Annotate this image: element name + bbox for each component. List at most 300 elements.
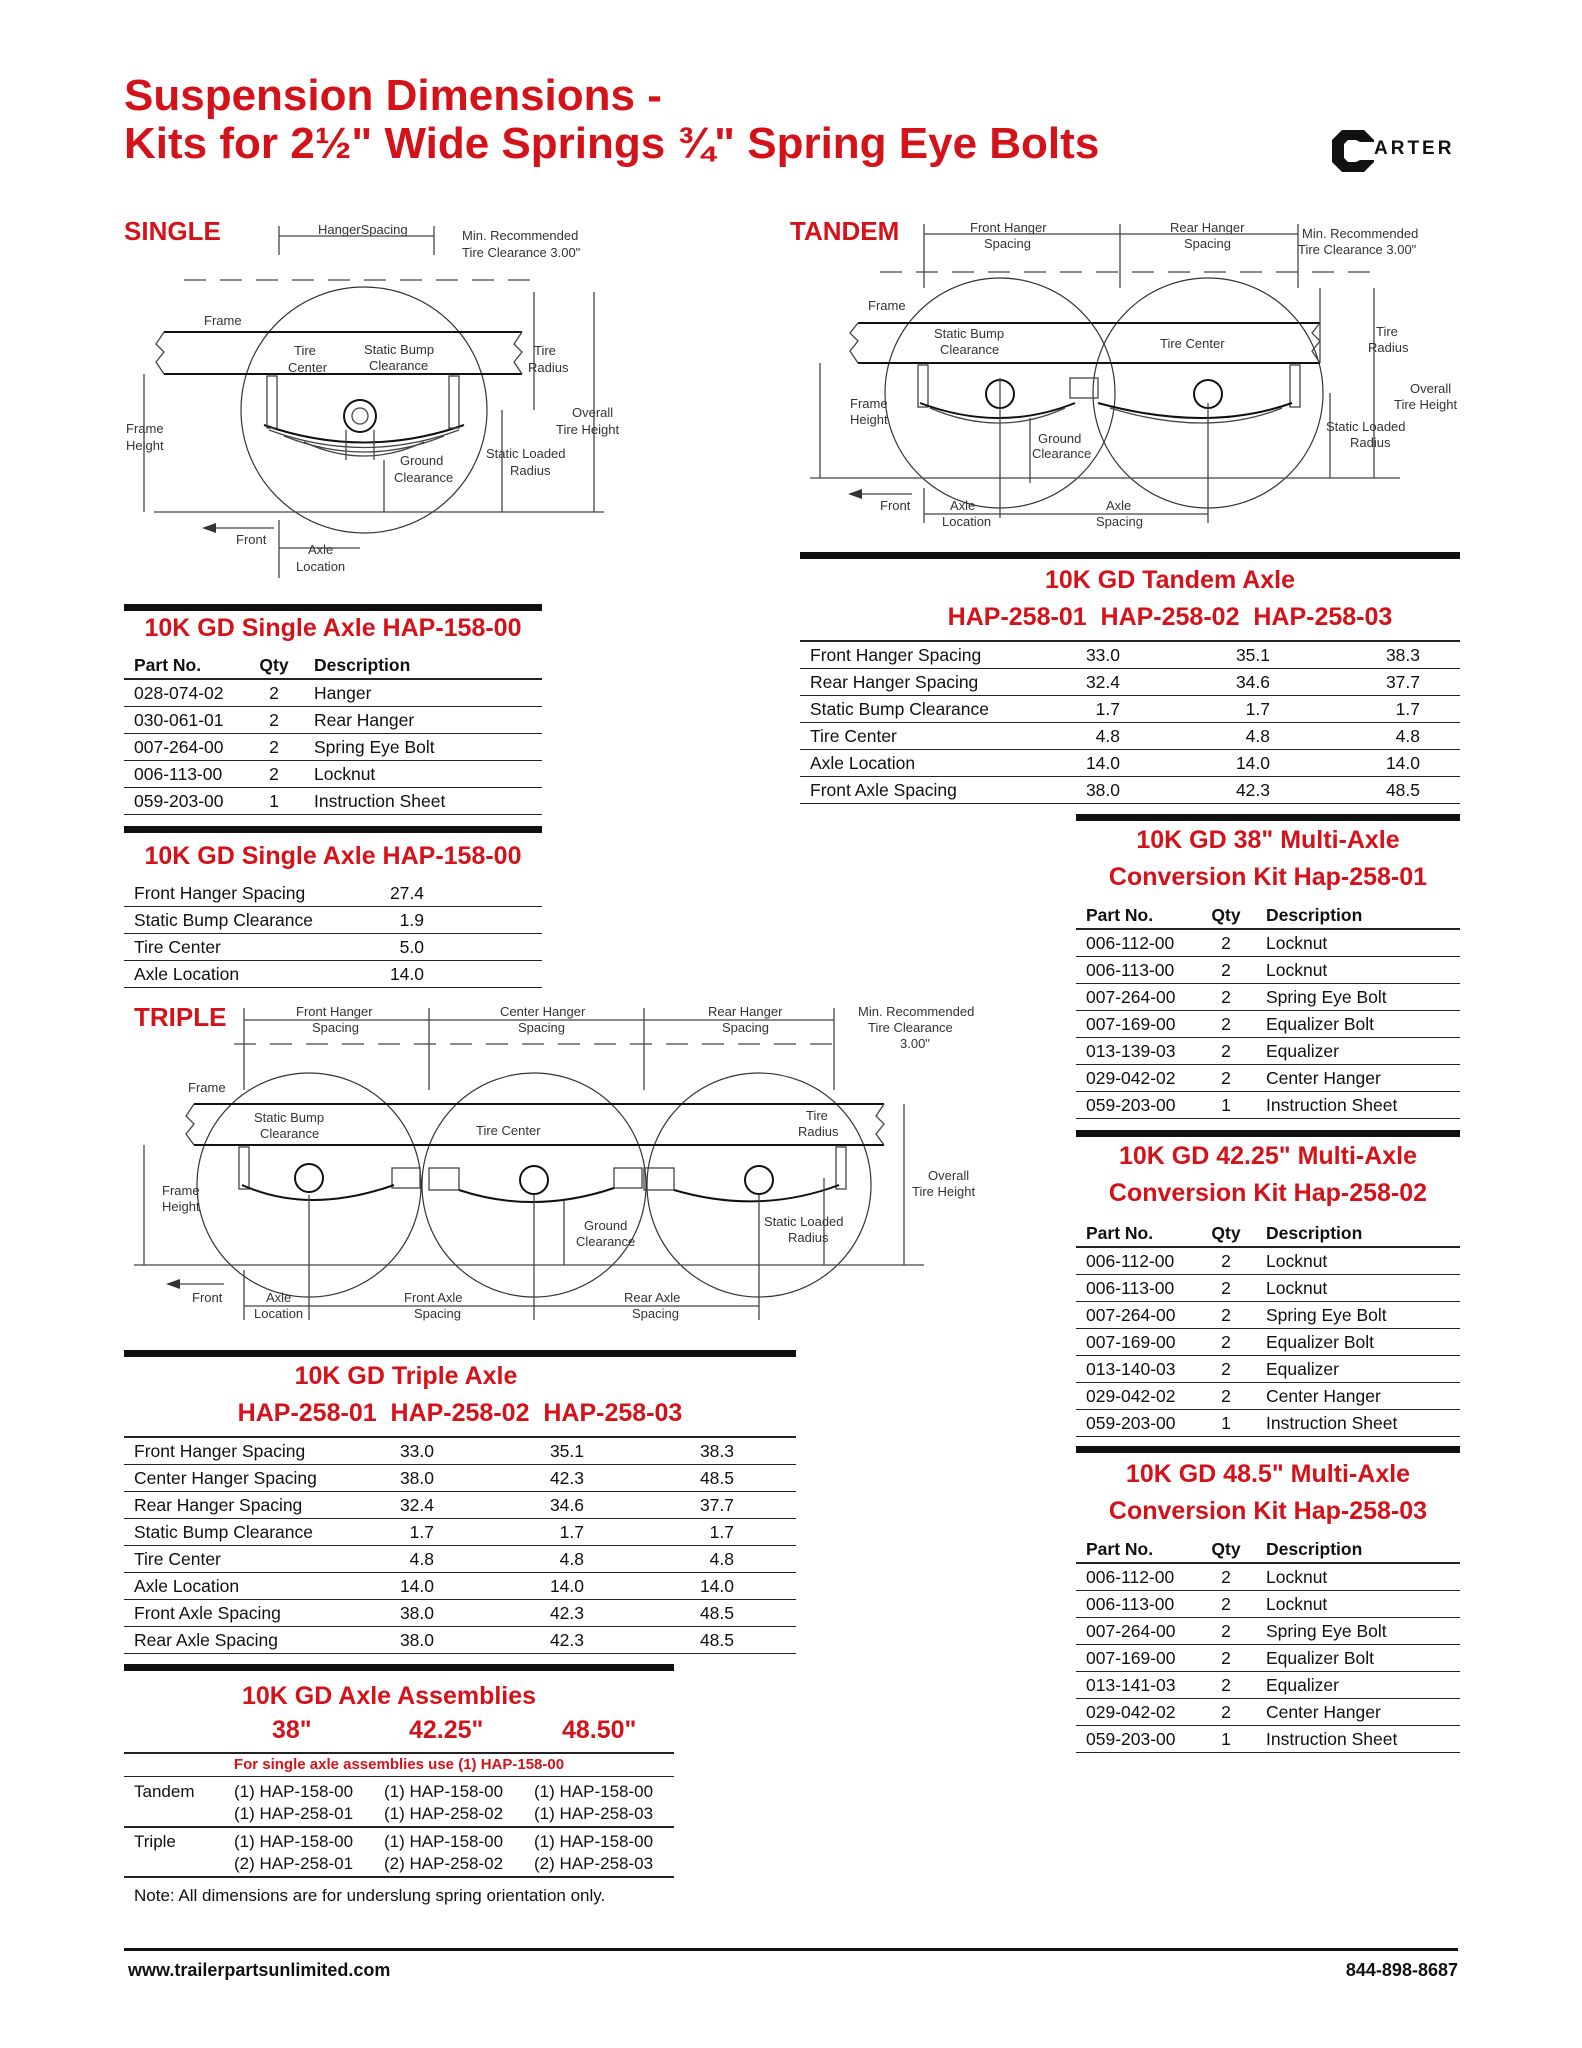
table-cell: Equalizer Bolt bbox=[1256, 1011, 1460, 1038]
table-cell: 2 bbox=[1196, 1011, 1256, 1038]
table-cell: Center Hanger bbox=[1256, 1065, 1460, 1092]
single-axle-diagram bbox=[124, 220, 624, 580]
single-dims-table bbox=[124, 880, 542, 988]
table-cell: 2 bbox=[1196, 1302, 1256, 1329]
triple-frame-label: Frame bbox=[188, 1080, 226, 1095]
table-row bbox=[124, 679, 542, 707]
tandem-section-label: TANDEM bbox=[790, 216, 900, 246]
table-cell: Rear Hanger bbox=[304, 707, 542, 734]
table-cell: 14.0 bbox=[344, 961, 424, 988]
table-cell: 4.8 bbox=[1120, 723, 1270, 750]
footer-divider bbox=[124, 1948, 1458, 1951]
table-cell: 2 bbox=[1196, 1275, 1256, 1302]
kit3-title-1: 10K GD 48.5" Multi-Axle bbox=[1125, 1460, 1411, 1488]
assemblies-sizes bbox=[124, 1716, 674, 1752]
table-cell: 013-140-03 bbox=[1076, 1356, 1196, 1383]
table-cell: 059-203-00 bbox=[1076, 1092, 1196, 1119]
header-row bbox=[1076, 902, 1460, 929]
table-cell: Instruction Sheet bbox=[1256, 1410, 1460, 1437]
table-cell: 007-169-00 bbox=[1076, 1329, 1196, 1356]
tandem-overall-2: Tire Height bbox=[1394, 397, 1458, 412]
col-header: Qty bbox=[1196, 902, 1256, 929]
assembly-cell: (1) HAP-158-00 bbox=[384, 1832, 504, 1851]
triple-front-axle-2: Spacing bbox=[414, 1306, 461, 1321]
title-line-2: Kits for 2½" Wide Springs ¾" Spring Eye Bolts bbox=[124, 119, 1100, 168]
table-cell: 006-113-00 bbox=[1076, 1275, 1196, 1302]
tandem-ground-2: Clearance bbox=[1032, 446, 1092, 461]
table-row bbox=[124, 761, 542, 788]
table-cell bbox=[424, 961, 542, 988]
table-row bbox=[124, 1627, 796, 1654]
table-cell: Static Bump Clearance bbox=[800, 696, 1020, 723]
table-cell: Equalizer bbox=[1256, 1356, 1460, 1383]
table-row bbox=[1076, 1038, 1460, 1065]
single-tire-radius-1: Tire bbox=[534, 343, 556, 358]
table-row bbox=[124, 934, 542, 961]
table-cell: Axle Location bbox=[800, 750, 1020, 777]
table-cell: 35.1 bbox=[1120, 641, 1270, 669]
assembly-cell: (2) HAP-258-02 bbox=[384, 1854, 504, 1873]
divider bbox=[1076, 814, 1460, 821]
table-cell: 2 bbox=[1196, 984, 1256, 1011]
table-cell: Locknut bbox=[1256, 1275, 1460, 1302]
table-row bbox=[1076, 1275, 1460, 1302]
tandem-min-clearance-2: Tire Clearance 3.00" bbox=[1298, 242, 1417, 257]
table-cell: Equalizer Bolt bbox=[1256, 1645, 1460, 1672]
table-cell: Front Hanger Spacing bbox=[124, 1437, 324, 1465]
header-row bbox=[124, 652, 542, 679]
tandem-min-clearance-1: Min. Recommended bbox=[1302, 226, 1419, 241]
triple-static-loaded-1: Static Loaded bbox=[764, 1214, 844, 1229]
table-cell: 1.7 bbox=[434, 1519, 584, 1546]
tandem-ground-1: Ground bbox=[1038, 431, 1082, 446]
table-row bbox=[1076, 1092, 1460, 1119]
divider bbox=[124, 1826, 674, 1828]
table-cell: 2 bbox=[1196, 1645, 1256, 1672]
single-ground-1: Ground bbox=[400, 453, 444, 468]
table-cell: 2 bbox=[244, 707, 304, 734]
table-cell: 1 bbox=[1196, 1410, 1256, 1437]
triple-section-label: TRIPLE bbox=[134, 1002, 227, 1032]
table-cell: 42.3 bbox=[1120, 777, 1270, 804]
table-cell: Instruction Sheet bbox=[1256, 1726, 1460, 1753]
table-cell: 007-264-00 bbox=[1076, 1302, 1196, 1329]
size-42: 42.25" bbox=[409, 1716, 484, 1744]
table-cell: 48.5 bbox=[584, 1600, 734, 1627]
table-cell: 1.7 bbox=[1270, 696, 1420, 723]
kit2-title-1: 10K GD 42.25" Multi-Axle bbox=[1118, 1142, 1418, 1170]
table-cell: 34.6 bbox=[1120, 669, 1270, 696]
table-cell: Locknut bbox=[304, 761, 542, 788]
table-cell: Locknut bbox=[1256, 1563, 1460, 1591]
table-cell: 2 bbox=[244, 734, 304, 761]
single-tire-label-1: Tire bbox=[294, 343, 316, 358]
table-row bbox=[1076, 1672, 1460, 1699]
table-cell bbox=[1420, 750, 1460, 777]
table-cell: 5.0 bbox=[344, 934, 424, 961]
triple-axle-loc-2: Location bbox=[254, 1306, 304, 1321]
table-cell: 006-113-00 bbox=[1076, 1591, 1196, 1618]
table-cell: 029-042-02 bbox=[1076, 1699, 1196, 1726]
single-hanger-spacing-label: HangerSpacing bbox=[318, 222, 408, 237]
table-cell: Locknut bbox=[1256, 957, 1460, 984]
triple-rear-hanger-2: Spacing bbox=[722, 1020, 769, 1035]
table-cell: 38.0 bbox=[324, 1600, 434, 1627]
triple-front-hanger-1: Front Hanger bbox=[296, 1004, 373, 1019]
single-min-clearance-2: Tire Clearance 3.00" bbox=[462, 245, 581, 260]
table-cell: 2 bbox=[1196, 1356, 1256, 1383]
table-row bbox=[800, 777, 1460, 804]
single-static-bump-1: Static Bump bbox=[364, 342, 435, 357]
table-cell: 1 bbox=[244, 788, 304, 815]
table-row bbox=[124, 1437, 796, 1465]
logo-text: ARTER bbox=[1374, 138, 1455, 159]
table-cell: 42.3 bbox=[434, 1465, 584, 1492]
table-row bbox=[800, 696, 1460, 723]
table-cell: 007-264-00 bbox=[124, 734, 244, 761]
col-header: Description bbox=[1256, 1220, 1460, 1247]
single-parts-table bbox=[124, 652, 542, 815]
kit2-title-2: Conversion Kit Hap-258-02 bbox=[1108, 1179, 1428, 1207]
triple-tire-center: Tire Center bbox=[476, 1123, 541, 1138]
triple-rear-hanger-1: Rear Hanger bbox=[708, 1004, 783, 1019]
kit1-title-1: 10K GD 38" Multi-Axle bbox=[1136, 826, 1400, 854]
tandem-front-hanger-2: Spacing bbox=[984, 236, 1031, 251]
table-cell: 42.3 bbox=[434, 1627, 584, 1654]
table-row bbox=[124, 1546, 796, 1573]
table-cell: 028-074-02 bbox=[124, 679, 244, 707]
table-cell: 37.7 bbox=[584, 1492, 734, 1519]
table-cell: 007-264-00 bbox=[1076, 1618, 1196, 1645]
triple-static-bump-2: Clearance bbox=[260, 1126, 320, 1141]
tandem-static-bump-2: Clearance bbox=[940, 342, 1000, 357]
table-cell: 1.7 bbox=[324, 1519, 434, 1546]
table-cell: 1.7 bbox=[584, 1519, 734, 1546]
assembly-cell: (1) HAP-158-00 bbox=[534, 1832, 654, 1851]
table-cell: Locknut bbox=[1256, 929, 1460, 957]
table-row bbox=[1076, 957, 1460, 984]
tandem-frame-label: Frame bbox=[868, 298, 906, 313]
single-dims-title: 10K GD Single Axle HAP-158-00 bbox=[144, 842, 522, 870]
col-header: Qty bbox=[1196, 1536, 1256, 1563]
table-cell bbox=[734, 1465, 796, 1492]
single-frame-height-2: Height bbox=[126, 438, 164, 453]
table-cell: Front Axle Spacing bbox=[800, 777, 1020, 804]
triple-min-clearance-3: 3.00" bbox=[900, 1036, 930, 1051]
table-cell: Spring Eye Bolt bbox=[1256, 1302, 1460, 1329]
table-cell: 006-113-00 bbox=[124, 761, 244, 788]
table-cell: 38.3 bbox=[584, 1437, 734, 1465]
table-cell: 1.7 bbox=[1120, 696, 1270, 723]
single-frame-height-1: Frame bbox=[126, 421, 164, 436]
divider bbox=[124, 826, 542, 833]
table-cell: Equalizer bbox=[1256, 1038, 1460, 1065]
table-cell: 007-264-00 bbox=[1076, 984, 1196, 1011]
triple-front-label: Front bbox=[192, 1290, 223, 1305]
table-cell: 006-112-00 bbox=[1076, 1247, 1196, 1275]
single-overall-1: Overall bbox=[572, 405, 614, 420]
col-header: Part No. bbox=[1076, 1220, 1196, 1247]
tandem-axle-diagram bbox=[800, 218, 1460, 538]
table-row bbox=[124, 1573, 796, 1600]
table-cell: Locknut bbox=[1256, 1247, 1460, 1275]
table-row bbox=[1076, 1356, 1460, 1383]
table-cell bbox=[734, 1437, 796, 1465]
carter-logo-icon bbox=[1330, 128, 1376, 174]
table-cell: 2 bbox=[1196, 1038, 1256, 1065]
single-axle-loc-2: Location bbox=[296, 559, 346, 574]
table-cell: 38.3 bbox=[1270, 641, 1420, 669]
size-48: 48.50" bbox=[562, 1716, 637, 1744]
table-cell: 006-112-00 bbox=[1076, 929, 1196, 957]
triple-rear-axle-2: Spacing bbox=[632, 1306, 679, 1321]
triple-overall-2: Tire Height bbox=[912, 1184, 976, 1199]
kit2-title bbox=[1076, 1138, 1460, 1212]
table-cell: 2 bbox=[1196, 1329, 1256, 1356]
assembly-cell: (1) HAP-158-00 bbox=[384, 1782, 504, 1801]
table-cell: 2 bbox=[1196, 1563, 1256, 1591]
table-cell: 013-141-03 bbox=[1076, 1672, 1196, 1699]
kit1-title bbox=[1076, 822, 1460, 896]
assembly-cell: (2) HAP-258-01 bbox=[234, 1854, 354, 1873]
assembly-cell: (1) HAP-258-01 bbox=[234, 1804, 354, 1823]
table-row bbox=[124, 1492, 796, 1519]
table-cell: Axle Location bbox=[124, 1573, 324, 1600]
triple-tire-radius-1: Tire bbox=[806, 1108, 828, 1123]
table-row bbox=[800, 641, 1460, 669]
table-cell: 007-169-00 bbox=[1076, 1011, 1196, 1038]
table-row bbox=[124, 1519, 796, 1546]
kit2-table bbox=[1076, 1220, 1460, 1437]
table-row bbox=[1076, 1383, 1460, 1410]
single-tire-radius-2: Radius bbox=[528, 360, 569, 375]
tandem-rear-hanger-1: Rear Hanger bbox=[1170, 220, 1245, 235]
tandem-tire-radius-1: Tire bbox=[1376, 324, 1398, 339]
table-row bbox=[124, 880, 542, 907]
table-row bbox=[1076, 929, 1460, 957]
tandem-table-title bbox=[880, 562, 1460, 636]
single-front-label: Front bbox=[236, 532, 267, 547]
table-row bbox=[1076, 1726, 1460, 1753]
triple-table-title bbox=[124, 1358, 796, 1432]
table-row bbox=[1076, 1618, 1460, 1645]
table-cell bbox=[1420, 777, 1460, 804]
table-cell: 38.0 bbox=[1020, 777, 1120, 804]
table-cell bbox=[734, 1519, 796, 1546]
table-cell: 14.0 bbox=[1270, 750, 1420, 777]
triple-table-title-1: 10K GD Triple Axle bbox=[294, 1362, 518, 1390]
col-header: Part No. bbox=[1076, 902, 1196, 929]
table-cell: 2 bbox=[1196, 1247, 1256, 1275]
table-cell bbox=[734, 1573, 796, 1600]
table-row bbox=[124, 1465, 796, 1492]
table-cell: 4.8 bbox=[1020, 723, 1120, 750]
footer-phone[interactable]: 844-898-8687 bbox=[1345, 1960, 1458, 1980]
table-cell: Spring Eye Bolt bbox=[304, 734, 542, 761]
table-row bbox=[124, 707, 542, 734]
table-row bbox=[1076, 1591, 1460, 1618]
table-row bbox=[124, 734, 542, 761]
assembly-cell: (1) HAP-158-00 bbox=[234, 1782, 354, 1801]
carter-logo bbox=[1330, 128, 1460, 174]
table-cell: Spring Eye Bolt bbox=[1256, 1618, 1460, 1645]
triple-front-hanger-2: Spacing bbox=[312, 1020, 359, 1035]
size-38: 38" bbox=[272, 1716, 312, 1744]
tandem-overall-1: Overall bbox=[1410, 381, 1452, 396]
tandem-axle-loc-1: Axle bbox=[950, 498, 976, 513]
table-cell: 48.5 bbox=[584, 1627, 734, 1654]
header-row bbox=[1076, 1220, 1460, 1247]
table-cell: 030-061-01 bbox=[124, 707, 244, 734]
title-line-1: Suspension Dimensions - bbox=[124, 71, 662, 120]
table-cell: 14.0 bbox=[434, 1573, 584, 1600]
table-row bbox=[124, 907, 542, 934]
table-cell: 4.8 bbox=[584, 1546, 734, 1573]
table-cell: 2 bbox=[1196, 1618, 1256, 1645]
assembly-row-triple-label: Triple bbox=[134, 1832, 176, 1851]
table-cell: 2 bbox=[1196, 1591, 1256, 1618]
tandem-frame-height-1: Frame bbox=[850, 396, 888, 411]
col-header: Description bbox=[304, 652, 542, 679]
triple-static-bump-1: Static Bump bbox=[254, 1110, 325, 1125]
header-row bbox=[1076, 1536, 1460, 1563]
table-row bbox=[124, 788, 542, 815]
table-row bbox=[124, 1600, 796, 1627]
table-cell: Center Hanger bbox=[1256, 1383, 1460, 1410]
triple-min-clearance-2: Tire Clearance bbox=[868, 1020, 953, 1035]
table-cell: 35.1 bbox=[434, 1437, 584, 1465]
single-static-loaded-2: Radius bbox=[510, 463, 551, 478]
table-row bbox=[800, 750, 1460, 777]
col-header: Description bbox=[1256, 902, 1460, 929]
table-cell: 4.8 bbox=[324, 1546, 434, 1573]
table-cell: 1 bbox=[1196, 1726, 1256, 1753]
table-cell: 32.4 bbox=[324, 1492, 434, 1519]
divider bbox=[1076, 1130, 1460, 1137]
table-row bbox=[1076, 1410, 1460, 1437]
table-cell: 2 bbox=[244, 679, 304, 707]
table-cell: Center Hanger bbox=[1256, 1699, 1460, 1726]
table-cell bbox=[734, 1492, 796, 1519]
table-cell: 2 bbox=[1196, 929, 1256, 957]
triple-frame-height-2: Height bbox=[162, 1199, 200, 1214]
tandem-axle-spacing-2: Spacing bbox=[1096, 514, 1143, 529]
table-row bbox=[1076, 1302, 1460, 1329]
assembly-cell: (1) HAP-258-03 bbox=[534, 1804, 654, 1823]
tandem-tire-center: Tire Center bbox=[1160, 336, 1225, 351]
table-cell: 38.0 bbox=[324, 1465, 434, 1492]
single-static-loaded-1: Static Loaded bbox=[486, 446, 566, 461]
page-title bbox=[124, 72, 1099, 168]
kit1-table bbox=[1076, 902, 1460, 1119]
tandem-static-loaded-2: Radius bbox=[1350, 435, 1391, 450]
kit3-title-2: Conversion Kit Hap-258-03 bbox=[1108, 1497, 1428, 1525]
table-cell: 14.0 bbox=[584, 1573, 734, 1600]
assemblies-title: 10K GD Axle Assemblies bbox=[241, 1682, 537, 1710]
table-cell: 34.6 bbox=[434, 1492, 584, 1519]
single-frame-label: Frame bbox=[204, 313, 242, 328]
assembly-row-tandem-label: Tandem bbox=[134, 1782, 195, 1801]
tandem-static-loaded-1: Static Loaded bbox=[1326, 419, 1406, 434]
assembly-cell: (2) HAP-258-03 bbox=[534, 1854, 654, 1873]
table-cell bbox=[424, 907, 542, 934]
table-cell: 2 bbox=[1196, 957, 1256, 984]
col-header: Part No. bbox=[1076, 1536, 1196, 1563]
triple-ground-2: Clearance bbox=[576, 1234, 636, 1249]
triple-ground-1: Ground bbox=[584, 1218, 628, 1233]
table-cell bbox=[424, 934, 542, 961]
single-section-label: SINGLE bbox=[124, 216, 221, 246]
single-min-clearance-1: Min. Recommended bbox=[462, 228, 579, 243]
col-header: Part No. bbox=[124, 652, 244, 679]
table-row bbox=[800, 723, 1460, 750]
triple-frame-height-1: Frame bbox=[162, 1183, 200, 1198]
table-cell: Static Bump Clearance bbox=[124, 907, 344, 934]
single-overall-2: Tire Height bbox=[556, 422, 620, 437]
triple-rear-axle-1: Rear Axle bbox=[624, 1290, 681, 1305]
tandem-frame-height-2: Height bbox=[850, 412, 888, 427]
table-row bbox=[1076, 1247, 1460, 1275]
tandem-static-bump-1: Static Bump bbox=[934, 326, 1005, 341]
triple-center-hanger-2: Spacing bbox=[518, 1020, 565, 1035]
table-cell: 37.7 bbox=[1270, 669, 1420, 696]
kit1-title-2: Conversion Kit Hap-258-01 bbox=[1108, 863, 1428, 891]
triple-axle-diagram bbox=[124, 1000, 1004, 1340]
table-cell: 2 bbox=[1196, 1672, 1256, 1699]
table-cell: Rear Axle Spacing bbox=[124, 1627, 324, 1654]
table-cell: 059-203-00 bbox=[1076, 1410, 1196, 1437]
table-cell: Front Hanger Spacing bbox=[124, 880, 344, 907]
table-cell: 32.4 bbox=[1020, 669, 1120, 696]
table-cell: Tire Center bbox=[800, 723, 1020, 750]
triple-tire-radius-2: Radius bbox=[798, 1124, 839, 1139]
table-cell: 2 bbox=[1196, 1699, 1256, 1726]
triple-table-title-2: HAP-258-01 HAP-258-02 HAP-258-03 bbox=[237, 1399, 683, 1427]
kit3-table bbox=[1076, 1536, 1460, 1753]
triple-center-hanger-1: Center Hanger bbox=[500, 1004, 586, 1019]
table-cell: 4.8 bbox=[1270, 723, 1420, 750]
table-row bbox=[1076, 1065, 1460, 1092]
table-cell: 006-113-00 bbox=[1076, 957, 1196, 984]
table-cell: 33.0 bbox=[324, 1437, 434, 1465]
table-row bbox=[1076, 984, 1460, 1011]
single-ground-2: Clearance bbox=[394, 470, 454, 485]
table-cell: Spring Eye Bolt bbox=[1256, 984, 1460, 1011]
single-static-bump-2: Clearance bbox=[369, 358, 429, 373]
table-row bbox=[1076, 1699, 1460, 1726]
footer-website[interactable]: www.trailerpartsunlimited.com bbox=[128, 1960, 391, 1980]
table-cell: 1.9 bbox=[344, 907, 424, 934]
triple-static-loaded-2: Radius bbox=[788, 1230, 829, 1245]
col-header: Description bbox=[1256, 1536, 1460, 1563]
triple-min-clearance-1: Min. Recommended bbox=[858, 1004, 975, 1019]
table-cell bbox=[734, 1546, 796, 1573]
table-cell: Static Bump Clearance bbox=[124, 1519, 324, 1546]
table-cell: Axle Location bbox=[124, 961, 344, 988]
divider bbox=[124, 1350, 796, 1357]
col-header: Qty bbox=[244, 652, 304, 679]
divider bbox=[124, 1664, 674, 1671]
table-cell: 006-112-00 bbox=[1076, 1563, 1196, 1591]
table-cell: 029-042-02 bbox=[1076, 1065, 1196, 1092]
tandem-rear-hanger-2: Spacing bbox=[1184, 236, 1231, 251]
table-cell: Locknut bbox=[1256, 1591, 1460, 1618]
tandem-axle-spacing-1: Axle bbox=[1106, 498, 1132, 513]
table-cell: 007-169-00 bbox=[1076, 1645, 1196, 1672]
col-header: Qty bbox=[1196, 1220, 1256, 1247]
triple-overall-1: Overall bbox=[928, 1168, 970, 1183]
table-cell: Rear Hanger Spacing bbox=[124, 1492, 324, 1519]
